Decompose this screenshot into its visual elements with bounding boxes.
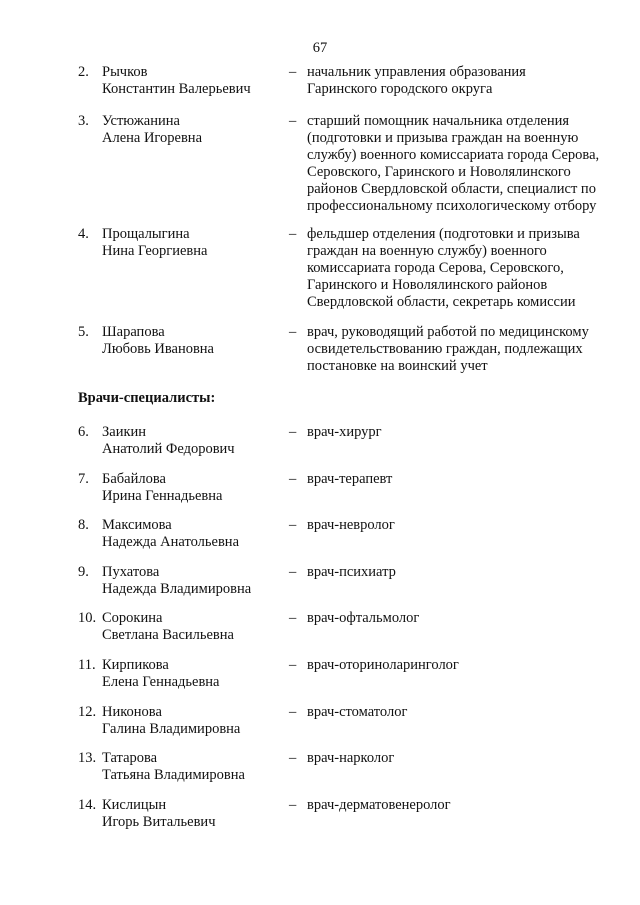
given-names: Алена Игоревна bbox=[102, 130, 202, 146]
surname: Бабайлова bbox=[102, 471, 166, 487]
role-line: врач-дерматовенеролог bbox=[307, 797, 451, 813]
role-line: Гаринского и Новолялинского районов bbox=[307, 277, 548, 293]
person-name bbox=[102, 564, 282, 598]
role-line: службу) военного комиссариата города Серова, bbox=[307, 147, 600, 163]
surname: Кислицын bbox=[102, 797, 167, 813]
entry-number: 10. bbox=[78, 610, 97, 626]
person-name bbox=[102, 64, 282, 98]
role-line: (подготовки и призыва граждан на военную bbox=[307, 130, 579, 146]
given-names: Любовь Ивановна bbox=[102, 341, 214, 357]
dash: – bbox=[289, 610, 297, 626]
person-name bbox=[102, 226, 282, 260]
dash: – bbox=[289, 324, 297, 340]
entry-number: 8. bbox=[78, 517, 89, 533]
given-names: Надежда Анатольевна bbox=[102, 534, 239, 550]
role-line: врач-нарколог bbox=[307, 750, 395, 766]
given-names: Татьяна Владимировна bbox=[102, 767, 245, 783]
surname: Татарова bbox=[102, 750, 158, 766]
person-name bbox=[102, 750, 282, 784]
surname: Прощалыгина bbox=[102, 226, 190, 242]
role-line: Серовского, Гаринского и Новолялинского bbox=[307, 164, 571, 180]
role-line: граждан на военную службу) военного bbox=[307, 243, 547, 259]
role-line: районов Свердловской области, специалист по bbox=[307, 181, 596, 197]
surname: Рычков bbox=[102, 64, 148, 80]
position-description bbox=[307, 64, 607, 98]
dash: – bbox=[289, 424, 297, 440]
role-line: врач-стоматолог bbox=[307, 704, 408, 720]
person-name bbox=[102, 517, 282, 551]
page-number: 67 bbox=[312, 40, 328, 56]
person-name bbox=[102, 324, 282, 358]
entry-number: 12. bbox=[78, 704, 97, 720]
surname: Устюжанина bbox=[102, 113, 180, 129]
person-name bbox=[102, 610, 282, 644]
dash: – bbox=[289, 797, 297, 813]
surname: Кирпикова bbox=[102, 657, 169, 673]
role-line: старший помощник начальника отделения bbox=[307, 113, 570, 129]
given-names: Светлана Васильевна bbox=[102, 627, 234, 643]
given-names: Константин Валерьевич bbox=[102, 81, 251, 97]
given-names: Игорь Витальевич bbox=[102, 814, 216, 830]
position-description bbox=[307, 113, 607, 215]
position-description bbox=[307, 564, 607, 581]
position-description bbox=[307, 750, 607, 767]
position-description bbox=[307, 324, 607, 375]
surname: Заикин bbox=[102, 424, 147, 440]
section-heading: Врачи-специалисты: bbox=[78, 390, 216, 406]
person-name bbox=[102, 471, 282, 505]
position-description bbox=[307, 797, 607, 814]
entry-number: 3. bbox=[78, 113, 89, 129]
role-line: постановке на воинский учет bbox=[307, 358, 488, 374]
position-description bbox=[307, 517, 607, 534]
person-name bbox=[102, 113, 282, 147]
role-line: врач-невролог bbox=[307, 517, 395, 533]
position-description bbox=[307, 471, 607, 488]
role-line: врач-психиатр bbox=[307, 564, 396, 580]
surname: Шарапова bbox=[102, 324, 165, 340]
given-names: Надежда Владимировна bbox=[102, 581, 252, 597]
dash: – bbox=[289, 517, 297, 533]
entry-number: 14. bbox=[78, 797, 97, 813]
entry-number: 9. bbox=[78, 564, 89, 580]
entry-number: 5. bbox=[78, 324, 89, 340]
role-line: фельдшер отделения (подготовки и призыва bbox=[307, 226, 580, 242]
entry-number: 2. bbox=[78, 64, 89, 80]
role-line: врач-оториноларинголог bbox=[307, 657, 459, 673]
dash: – bbox=[289, 226, 297, 242]
role-line: Гаринского городского округа bbox=[307, 81, 493, 97]
entry-number: 11. bbox=[78, 657, 96, 673]
dash: – bbox=[289, 657, 297, 673]
role-line: врач-хирург bbox=[307, 424, 382, 440]
given-names: Галина Владимировна bbox=[102, 721, 241, 737]
dash: – bbox=[289, 64, 297, 80]
given-names: Нина Георгиевна bbox=[102, 243, 208, 259]
dash: – bbox=[289, 750, 297, 766]
dash: – bbox=[289, 564, 297, 580]
entry-number: 7. bbox=[78, 471, 89, 487]
role-line: врач-офтальмолог bbox=[307, 610, 420, 626]
position-description bbox=[307, 424, 607, 441]
entry-number: 6. bbox=[78, 424, 89, 440]
given-names: Анатолий Федорович bbox=[102, 441, 235, 457]
role-line: врач-терапевт bbox=[307, 471, 393, 487]
person-name bbox=[102, 424, 282, 458]
surname: Сорокина bbox=[102, 610, 163, 626]
given-names: Ирина Геннадьевна bbox=[102, 488, 223, 504]
role-line: Свердловской области, секретарь комиссии bbox=[307, 294, 576, 310]
position-description bbox=[307, 610, 607, 627]
role-line: освидетельствованию граждан, подлежащих bbox=[307, 341, 583, 357]
dash: – bbox=[289, 704, 297, 720]
position-description bbox=[307, 226, 607, 311]
role-line: врач, руководящий работой по медицинскому bbox=[307, 324, 589, 340]
entry-number: 13. bbox=[78, 750, 97, 766]
surname: Максимова bbox=[102, 517, 172, 533]
person-name bbox=[102, 704, 282, 738]
given-names: Елена Геннадьевна bbox=[102, 674, 220, 690]
entry-number: 4. bbox=[78, 226, 89, 242]
role-line: профессиональному психологическому отбору bbox=[307, 198, 597, 214]
person-name bbox=[102, 657, 282, 691]
surname: Пухатова bbox=[102, 564, 160, 580]
position-description bbox=[307, 704, 607, 721]
dash: – bbox=[289, 113, 297, 129]
surname: Никонова bbox=[102, 704, 162, 720]
dash: – bbox=[289, 471, 297, 487]
person-name bbox=[102, 797, 282, 831]
role-line: начальник управления образования bbox=[307, 64, 526, 80]
position-description bbox=[307, 657, 607, 674]
role-line: комиссариата города Серова, Серовского, bbox=[307, 260, 564, 276]
